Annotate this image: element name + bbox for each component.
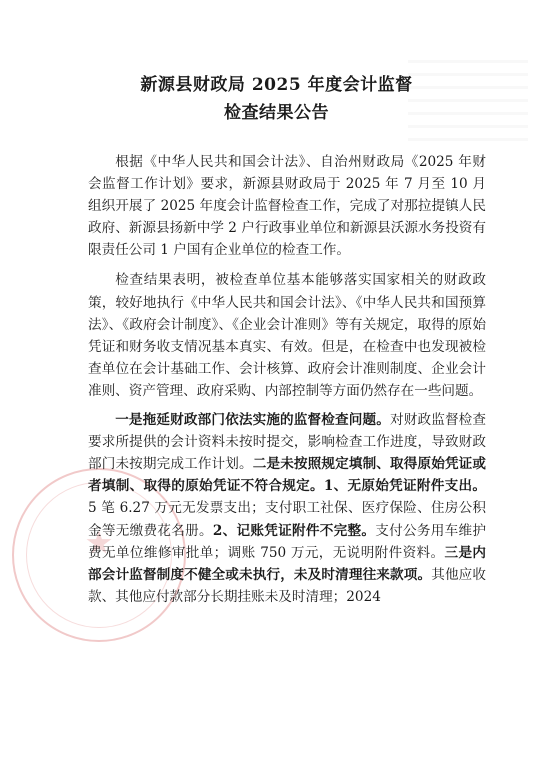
finding-2-item-1-text: 5 笔 6.27 万元无发票支出；支付职工社保、医疗保险、住房公积金等无缴费花名册。 <box>88 500 486 539</box>
finding-3-heading: 三是内部会计监督制度不健全或未执行，未及时清理往来款项。 <box>88 544 487 583</box>
paragraph-3 <box>88 409 486 608</box>
finding-2-item-2-text: 支付公务用车维护费无单位维修审批单；调账 750 万元，无说明附件资料。 <box>88 522 487 561</box>
paragraph-1: 根据《中华人民共和国会计法》、自治州财政局《2025 年财会监督工作计划》要求，新源县财政局于 2025 年 7 月至 10 月组织开展了 2025 年度会计监督检查工作，完成了对那拉提镇人民政府、新源县扬新中学 2 户行政事业单位和新源县沃源水务投资有限责任公司 1 户国有企业单位的检查工作。 <box>88 154 486 259</box>
finding-3-text: 其他应收款、其他应付款部分长期挂账未及时清理；2024 <box>88 566 486 605</box>
document-title-line2: 检查结果公告 <box>224 103 329 123</box>
finding-2-heading: 二是未按照规定填制、取得原始凭证或者填制、取得的原始凭证不符合规定。 <box>88 456 487 495</box>
finding-2-item-1-heading: 1、无原始凭证附件支出。 <box>323 478 487 495</box>
document-title-line1: 新源县财政局 2025 年度会计监督 <box>140 75 413 95</box>
document-body <box>88 151 486 608</box>
finding-2-item-2-heading: 2、记账凭证附件不完整。 <box>212 522 376 539</box>
finding-1-heading: 一是拖延财政部门依法实施的监督检查问题。 <box>115 412 390 429</box>
finding-1-text: 对财政监督检查要求所提供的会计资料未按时提交，影响检查工作进度，导致财政部门未按期完成工作计划。 <box>88 412 487 473</box>
paragraph-2: 检查结果表明，被检查单位基本能够落实国家相关的财政政策，较好地执行《中华人民共和国会计法》、《中华人民共和国预算法》、《政府会计制度》、《企业会计准则》等有关规定，取得的原始凭证和财务收支情况基本真实、有效。但是，在检查中也发现被检查单位在会计基础工作、会计核算、政府会计准则制度、企业会计准则、资产管理、政府采购、内部控制等方面仍然存在一些问题。 <box>88 272 486 399</box>
